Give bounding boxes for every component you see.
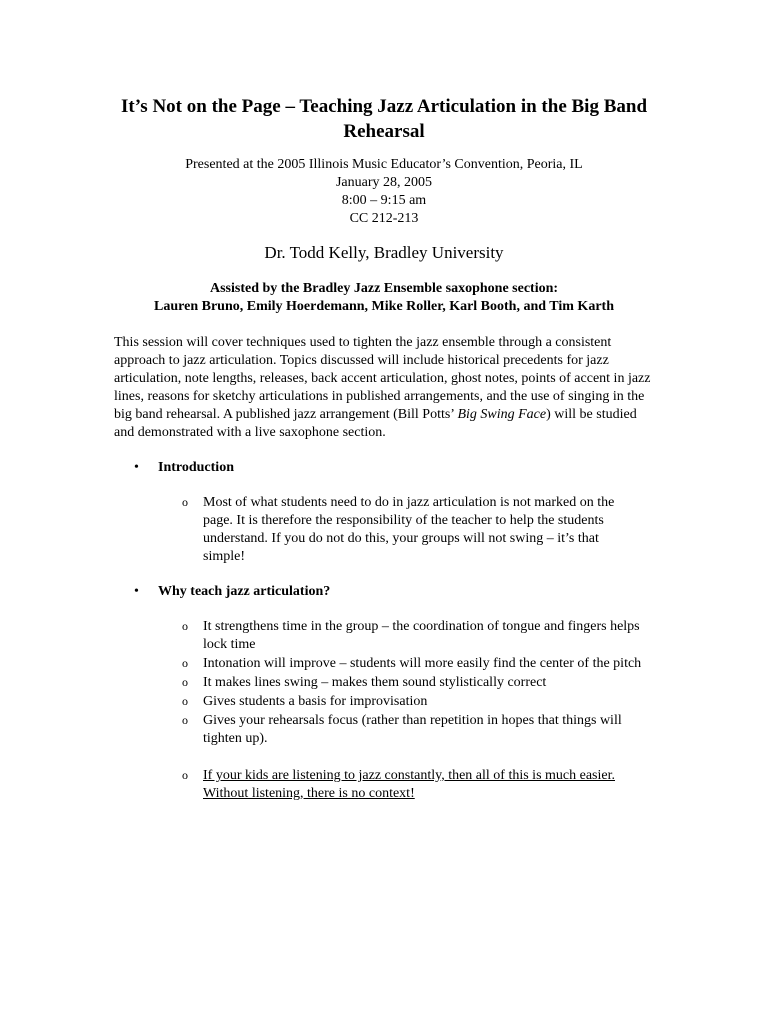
abstract-paragraph [114,334,654,442]
assistants-names: Lauren Bruno, Emily Hoerdemann, Mike Roller, Karl Booth, and Tim Karth [154,299,614,314]
bullet-icon: • [134,460,139,475]
list-item-text: Most of what students need to do in jazz articulation is not marked on the page. It is therefore the responsibility of the teacher to help the students understand. If you do not do this, your groups will not swing – it’s that simple! [203,495,615,564]
list-item [114,766,654,803]
sub-list [114,493,654,566]
bullet-icon: • [134,584,139,599]
section-heading: Introduction [158,460,234,475]
circle-bullet-icon: o [182,656,188,670]
section-heading-row [114,583,654,601]
list-item [114,493,654,566]
circle-bullet-icon: o [182,768,188,782]
circle-bullet-icon: o [182,495,188,509]
document-title: It’s Not on the Page – Teaching Jazz Articulation in the Big Band Rehearsal [120,96,648,142]
assistants-block [114,280,654,316]
section-why-teach [114,583,654,803]
list-item [114,654,654,673]
circle-bullet-icon: o [182,619,188,633]
date-line: January 28, 2005 [335,175,433,190]
section-heading-row [114,459,654,477]
list-item-text: If your kids are listening to jazz constantly, then all of this is much easier. Without listening, there is no context! [203,768,615,801]
abstract-text-end: ) will be studied and demonstrated with a live saxophone section. [114,407,637,440]
time-line: 8:00 – 9:15 am [341,193,427,208]
list-item-text: Intonation will improve – students will more easily find the center of the pitch [203,656,642,671]
list-item-text: Gives your rehearsals focus (rather than repetition in hopes that things will tighten up). [203,713,622,746]
sub-list [114,617,654,803]
arrangement-title: Big Swing Face [457,407,547,422]
list-item [114,711,654,748]
section-heading: Why teach jazz articulation? [158,584,331,599]
assistants-heading: Assisted by the Bradley Jazz Ensemble saxophone section: [209,281,559,296]
section-introduction [114,459,654,566]
circle-bullet-icon: o [182,713,188,727]
presented-line: Presented at the 2005 Illinois Music Educator’s Convention, Peoria, IL [185,157,583,172]
list-item-text: It strengthens time in the group – the coordination of tongue and fingers helps lock time [203,619,640,652]
list-item [114,673,654,692]
list-item-text: Gives students a basis for improvisation [203,694,428,709]
list-item [114,617,654,654]
circle-bullet-icon: o [182,694,188,708]
list-item [114,692,654,711]
presentation-info [114,156,654,228]
circle-bullet-icon: o [182,675,188,689]
room-line: CC 212-213 [349,211,419,226]
abstract-text-start: This session will cover techniques used to tighten the jazz ensemble through a consistent approach to jazz articulation. Topics discussed will include historical precedents for jazz articulation, note lengths, releases, back accent articulation, ghost notes, points of accent in jazz lines, reasons for sketchy articulations in published arrangements, and the use of singing in the big band rehearsal. A published jazz arrangement (Bill Potts’ [114,335,651,422]
list-item-text: It makes lines swing – makes them sound stylistically correct [203,675,547,690]
author-line: Dr. Todd Kelly, Bradley University [264,243,504,262]
